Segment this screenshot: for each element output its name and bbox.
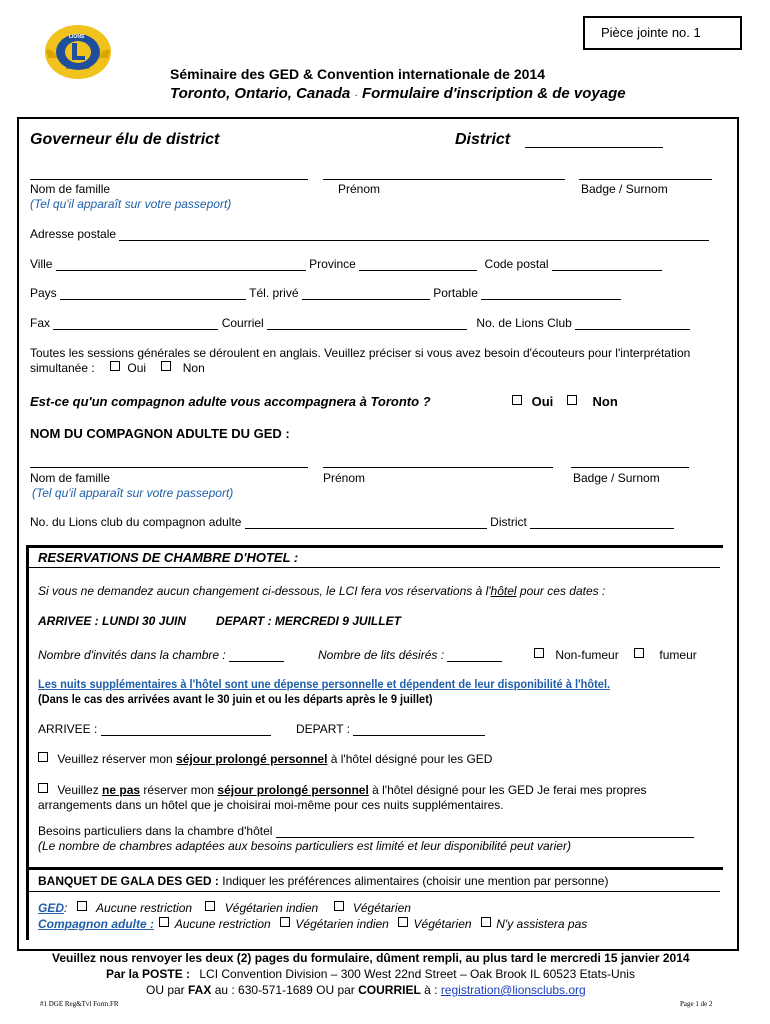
companion-non-label: Non: [592, 394, 618, 409]
attachment-box: [583, 16, 742, 50]
country-row: [30, 286, 621, 300]
extra-arrival-field[interactable]: [101, 723, 271, 736]
tel-label: Tél. privé: [249, 286, 299, 300]
mobile-field[interactable]: [481, 287, 621, 300]
sessions-non-checkbox[interactable]: [161, 361, 171, 371]
gov-badge-label: Badge / Surnom: [581, 182, 668, 196]
guests-field[interactable]: [229, 649, 284, 662]
tel-field[interactable]: [302, 287, 430, 300]
hotel-intro-a: Si vous ne demandez aucun changement ci-dessous, le LCI fera vos réservations à l': [38, 584, 491, 598]
extended-stay-option1: [38, 752, 492, 766]
ged-meal-row: [38, 901, 411, 915]
comp-no-attend-checkbox[interactable]: [481, 917, 491, 927]
address-row: [30, 227, 709, 241]
extra-departure-row: [296, 722, 485, 736]
footer-post-label: Par la POSTE :: [106, 967, 191, 981]
comp-district-label: District: [490, 515, 527, 529]
banquet-heading-rest: Indiquer les préférences alimentaires (choisir une mention par personne): [218, 874, 609, 888]
footer-fax-a: OU par: [146, 983, 189, 997]
sessions-oui-label: Oui: [127, 361, 147, 375]
sessions-text1: Toutes les sessions générales se déroulent en anglais. Veuillez préciser si vous avez besoin d'écouteurs pour l'interprétation: [30, 346, 691, 360]
comp-no-restriction-label: Aucune restriction: [174, 917, 271, 931]
comp-club-row: [30, 515, 674, 529]
extra-nights-note: Les nuits supplémentaires à l'hôtel sont une dépense personnelle et dépendent de leur disponibilité à l'hôtel.: [38, 677, 611, 691]
hotel-heading: RESERVATIONS DE CHAMBRE D'HOTEL :: [38, 550, 299, 565]
companion-heading: NOM DU COMPAGNON ADULTE DU GED :: [30, 426, 290, 441]
lions-logo: [44, 24, 112, 80]
postal-label: Code postal: [484, 257, 549, 271]
option1-text-a: Veuillez réserver mon: [57, 752, 177, 766]
district-label: District: [455, 131, 511, 148]
footer-mail-label: COURRIEL: [358, 983, 421, 997]
ged-meal-colon: :: [64, 901, 68, 915]
lions-emblem-icon: [44, 24, 112, 80]
governor-heading: Governeur élu de district: [30, 131, 220, 148]
comp-vegetarian-label: Végétarien: [413, 917, 472, 931]
ged-veg-indian-label: Végétarien indien: [224, 901, 319, 915]
comp-club-label: No. du Lions club du compagnon adulte: [30, 515, 242, 529]
sessions-non-label: Non: [182, 361, 205, 375]
option2-text-b: réserver mon: [140, 783, 218, 797]
option2-text-u2: séjour prolongé personnel: [217, 783, 369, 797]
footer-fax-row: [146, 983, 586, 997]
city-field[interactable]: [56, 258, 306, 271]
special-needs-row: [38, 824, 694, 838]
attachment-label: Pièce jointe no. 1: [601, 25, 701, 40]
logo-text-top: LIONS: [69, 34, 85, 40]
hotel-arrival-date: ARRIVEE : LUNDI 30 JUIN: [38, 614, 187, 628]
comp-last-name-label: Nom de famille: [30, 471, 111, 485]
email-label: Courriel: [221, 316, 264, 330]
option1-checkbox[interactable]: [38, 752, 48, 762]
option1-text-b: à l'hôtel désigné pour les GED: [327, 752, 493, 766]
hotel-intro-u: hôtel: [490, 584, 517, 598]
title-form-name: Formulaire d'inscription & de voyage: [361, 85, 626, 102]
comp-first-name-field[interactable]: [323, 455, 553, 468]
option2-text-a: Veuillez: [57, 783, 103, 797]
footer-deadline: Veuillez nous renvoyer les deux (2) pages du formulaire, dûment rempli, au plus tard le mercredi 15 janvier 2014: [52, 951, 690, 965]
comp-passport-note: (Tel qu'il apparaît sur votre passeport): [32, 486, 234, 500]
option1-text-u: séjour prolongé personnel: [176, 752, 328, 766]
comp-badge-label: Badge / Surnom: [573, 471, 660, 485]
comp-badge-field[interactable]: [571, 455, 689, 468]
guests-label: Nombre d'invités dans la chambre :: [38, 648, 226, 662]
extra-nights-note2: (Dans le cas des arrivées avant le 30 juin et ou les départs après le 9 juillet): [38, 692, 433, 706]
companion-non-checkbox[interactable]: [567, 395, 577, 405]
smoker-checkbox[interactable]: [634, 648, 644, 658]
comp-club-field[interactable]: [245, 516, 487, 529]
title-line1: Séminaire des GED & Convention internationale de 2014: [170, 66, 545, 82]
smoker-label: fumeur: [659, 648, 697, 662]
special-needs-label: Besoins particuliers dans la chambre d'hôtel: [38, 824, 273, 838]
smoking-row: [534, 648, 697, 662]
gov-badge-field[interactable]: [579, 167, 712, 180]
hotel-intro-b: pour ces dates :: [516, 584, 606, 598]
extra-departure-field[interactable]: [353, 723, 485, 736]
title-city: Toronto, Ontario, Canada: [170, 85, 351, 102]
country-field[interactable]: [60, 287, 246, 300]
banquet-heading-row: [38, 874, 608, 888]
hotel-heading-rule: [26, 567, 720, 568]
postal-field[interactable]: [552, 258, 662, 271]
comp-last-name-field[interactable]: [30, 455, 308, 468]
gov-passport-note: (Tel qu'il apparaît sur votre passeport): [30, 197, 232, 211]
footer-email-link[interactable]: registration@lionsclubs.org: [440, 983, 586, 997]
extra-arrival-label: ARRIVEE :: [38, 722, 98, 736]
special-needs-note: (Le nombre de chambres adaptées aux besoins particuliers est limité et leur disponibilité peut varier): [38, 839, 571, 853]
ged-vegetarian-label: Végétarien: [352, 901, 411, 915]
footer-form-id: #1 DGE Reg&Tvl Form.FR: [40, 1000, 119, 1008]
city-label: Ville: [30, 257, 53, 271]
fax-field[interactable]: [53, 317, 218, 330]
beds-field[interactable]: [447, 649, 502, 662]
option2-text-c: à l'hôtel désigné pour les GED Je ferai mes propres: [368, 783, 647, 797]
footer-post-address: LCI Convention Division – 300 West 22nd Street – Oak Brook IL 60523 Etats-Unis: [199, 967, 635, 981]
title-line2: [170, 85, 626, 102]
companion-meal-row: [38, 917, 587, 931]
hotel-guests-row: [38, 648, 284, 662]
comp-no-restriction-checkbox[interactable]: [159, 917, 169, 927]
hotel-beds-row: [318, 648, 502, 662]
comp-veg-indian-checkbox[interactable]: [280, 917, 290, 927]
nonsmoker-label: Non-fumeur: [555, 648, 619, 662]
city-row: [30, 257, 662, 271]
sessions-text2: simultanée :: [30, 361, 95, 375]
sessions-row: [30, 361, 205, 375]
address-label: Adresse postale: [30, 227, 117, 241]
district-field[interactable]: [525, 135, 663, 148]
option2-checkbox[interactable]: [38, 783, 48, 793]
club-no-label: No. de Lions Club: [476, 316, 572, 330]
comp-district-field[interactable]: [530, 516, 674, 529]
footer-fax-label: FAX: [188, 983, 212, 997]
extra-arrival-row: [38, 722, 271, 736]
ged-no-restriction-checkbox[interactable]: [77, 901, 87, 911]
extended-stay-option2: [38, 783, 647, 797]
fax-label: Fax: [30, 316, 51, 330]
gov-first-name-label: Prénom: [338, 182, 381, 196]
nonsmoker-checkbox[interactable]: [534, 648, 544, 658]
companion-meal-label: Compagnon adulte :: [38, 917, 154, 931]
footer-page-number: Page 1 de 2: [680, 1000, 713, 1008]
ged-no-restriction-label: Aucune restriction: [96, 901, 193, 915]
companion-answer-row: [512, 394, 618, 409]
comp-vegetarian-checkbox[interactable]: [398, 917, 408, 927]
email-field[interactable]: [267, 317, 467, 330]
gov-last-name-field[interactable]: [30, 167, 308, 180]
comp-no-attend-label: N'y assistera pas: [496, 917, 588, 931]
mobile-label: Portable: [433, 286, 478, 300]
footer-fax-b: au : 630-571-1689 OU par: [211, 983, 359, 997]
hotel-departure-date: DEPART : MERCREDI 9 JUILLET: [216, 614, 401, 628]
option2-text-u1: ne pas: [102, 783, 141, 797]
logo-text-bottom: INTERNATIONAL: [66, 66, 91, 70]
footer-post-row: [106, 967, 635, 981]
banquet-heading-rule: [26, 891, 720, 892]
sessions-oui-checkbox[interactable]: [110, 361, 120, 371]
companion-question: Est-ce qu'un compagnon adulte vous accompagnera à Toronto ?: [30, 394, 431, 409]
comp-veg-indian-label: Végétarien indien: [295, 917, 389, 931]
fax-row: [30, 316, 690, 330]
province-field[interactable]: [359, 258, 477, 271]
gov-first-name-field[interactable]: [323, 167, 565, 180]
province-label: Province: [309, 257, 356, 271]
banquet-heading: BANQUET DE GALA DES GED :: [38, 874, 219, 888]
special-needs-field[interactable]: [276, 825, 694, 838]
beds-label: Nombre de lits désirés :: [318, 648, 445, 662]
option2-line2: arrangements dans un hôtel que je choisirai moi-même pour ces nuits supplémentaires.: [38, 798, 504, 812]
ged-vegetarian-checkbox[interactable]: [334, 901, 344, 911]
comp-first-name-label: Prénom: [323, 471, 366, 485]
address-field[interactable]: [119, 228, 709, 241]
gov-last-name-label: Nom de famille: [30, 182, 111, 196]
extra-departure-label: DEPART :: [296, 722, 351, 736]
companion-oui-label: Oui: [531, 394, 554, 409]
country-label: Pays: [30, 286, 57, 300]
hotel-intro: [38, 584, 605, 598]
club-no-field[interactable]: [575, 317, 690, 330]
companion-oui-checkbox[interactable]: [512, 395, 522, 405]
ged-veg-indian-checkbox[interactable]: [205, 901, 215, 911]
title-separator: ·: [354, 90, 358, 101]
ged-meal-label: GED: [38, 901, 65, 915]
footer-mail-b: à :: [420, 983, 441, 997]
